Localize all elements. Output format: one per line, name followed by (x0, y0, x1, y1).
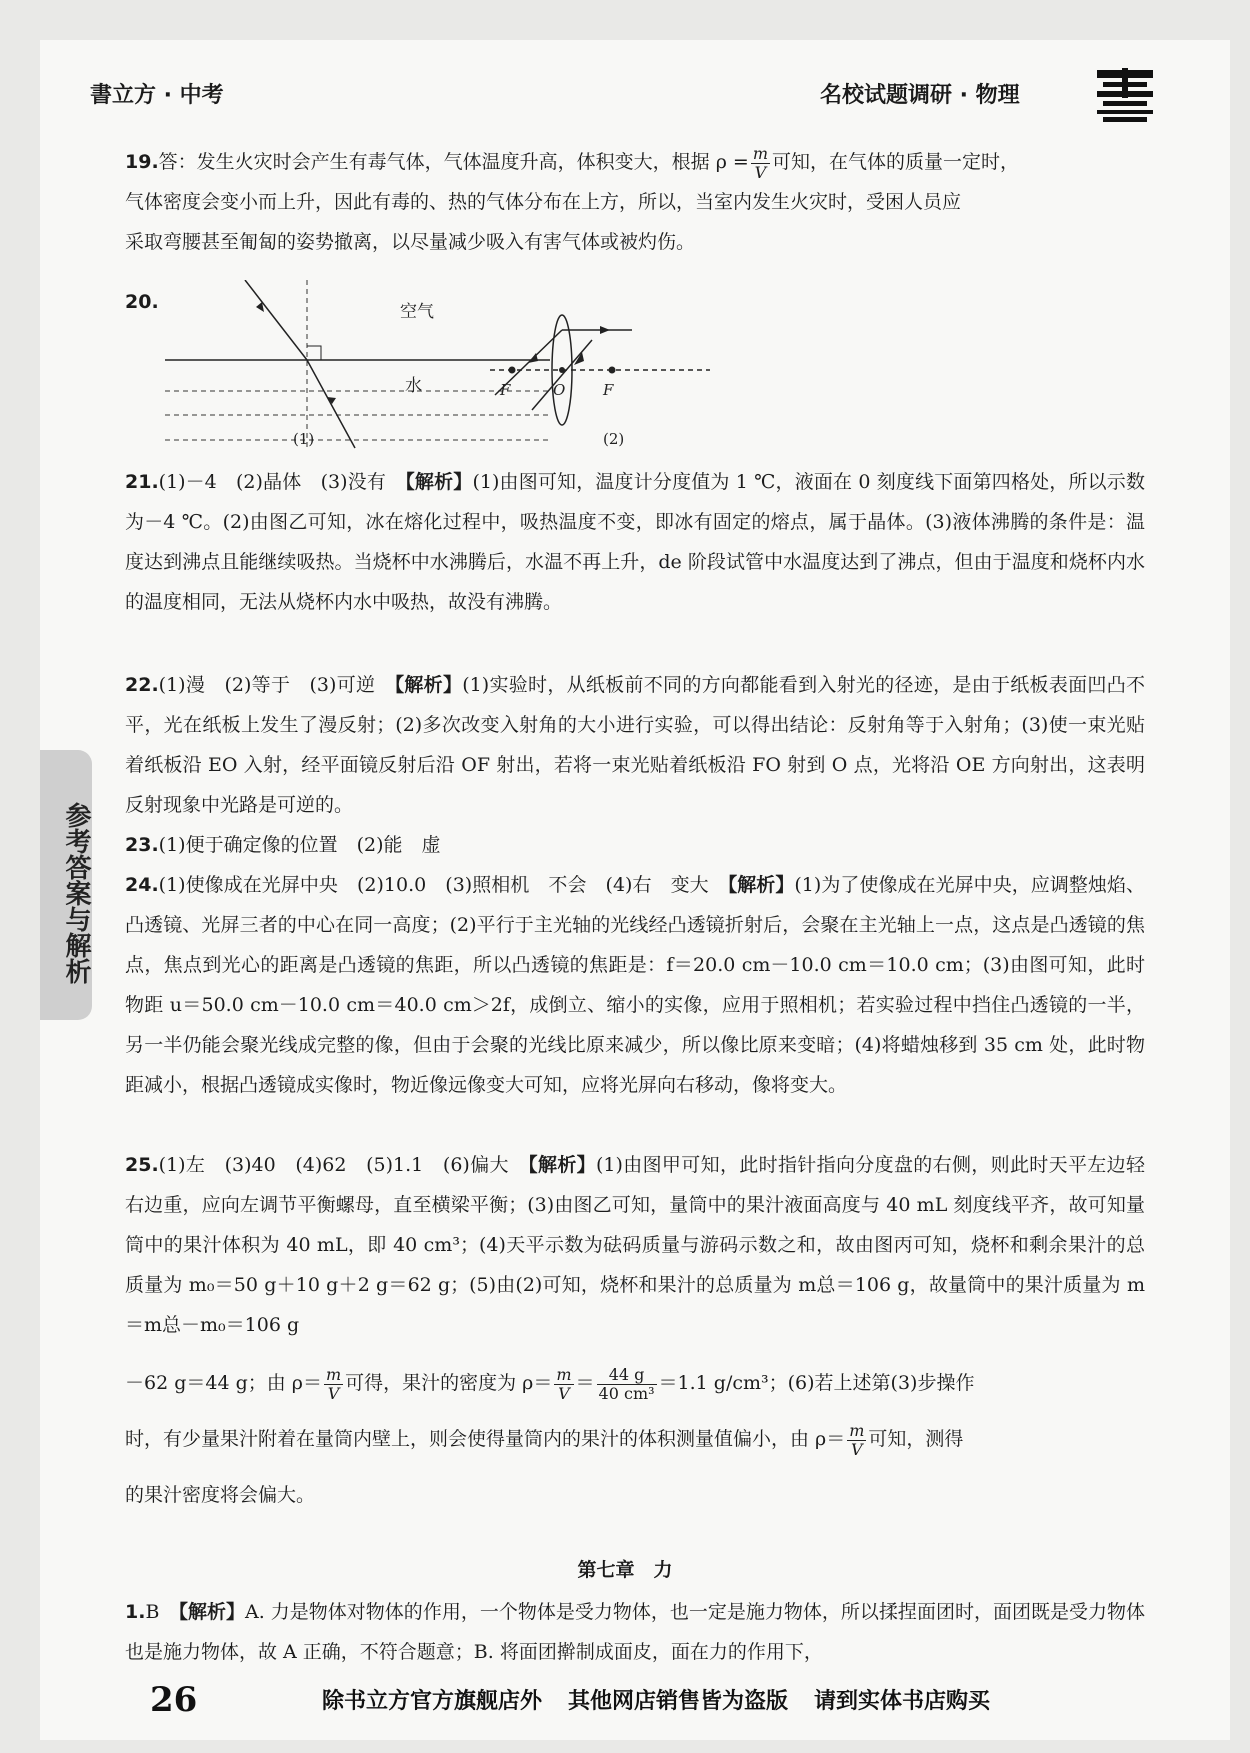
fraction-m-over-v: $\frac{m}{V}$ (752, 143, 769, 182)
footer-notice-2: 其他网店销售皆为盗版 (568, 1689, 789, 1714)
question-22 (125, 665, 1145, 825)
q22-analysis: (1)实验时，从纸板前不同的方向都能看到入射光的径迹，是由于纸板表面凹凸不平，光在纸板上发生了漫反射；(2)多次改变入射角的大小进行实验，可以得出结论：反射角等于入射角；(3)使一束光贴着纸板沿 EO 入射，经平面镜反射后沿 OF 射出，若将一束光贴着纸板沿 FO 射到 O 点，光将沿 OE 方向射出，这表明反射现象中光路是可逆的。 (125, 674, 1145, 816)
water-label: 水 (405, 376, 422, 396)
question-25 (125, 1145, 1145, 1345)
page-number: 26 (150, 1680, 198, 1720)
q25-line-b: 可得，果汁的密度为 ρ＝ (345, 1372, 553, 1394)
q25-line-d: 时，有少量果汁附着在量筒内壁上，则会使得量筒内的果汁的体积测量值偏小，由 ρ＝ (125, 1428, 846, 1450)
question-number: 24. (125, 874, 159, 896)
q19-line2: 气体密度会变小而上升，因此有毒的、热的气体分布在上方，所以，当室内发生火灾时，受困人员应 (125, 191, 962, 213)
analysis-label: 【解析】 (178, 1601, 245, 1623)
q25-continuation (125, 1355, 1145, 1523)
footer-notice (322, 1684, 1016, 1715)
question-19 (125, 142, 1145, 262)
fraction-m-over-v: $\frac{m}{V}$ (556, 1364, 572, 1403)
q25-line-e: 可知，测得 (868, 1428, 964, 1450)
q19-line1b: 可知，在气体的质量一定时， (772, 151, 1020, 173)
side-section-tab (40, 750, 92, 1020)
question-number: 20. (125, 291, 159, 313)
analysis-label: 【解析】 (528, 1154, 597, 1176)
c7q1-analysis: A. 力是物体对物体的作用，一个物体是受力物体，也一定是施力物体，所以揉捏面团时，面团既是受力物体也是施力物体，故 A 正确，不符合题意；B. 将面团擀制成面皮，面在力的作用下， (125, 1601, 1145, 1663)
q25-line-c: ＝1.1 g/cm³；(6)若上述第(3)步操作 (658, 1372, 975, 1394)
q24-answers: (1)使像成在光屏中央 (2)10.0 (3)照相机 不会 (4)右 变大 (158, 874, 728, 896)
question-number: 21. (125, 471, 159, 493)
focus-left-label: F (500, 381, 511, 399)
question-21 (125, 462, 1145, 622)
question-number: 25. (125, 1154, 159, 1176)
analysis-label: 【解析】 (727, 874, 795, 896)
air-label: 空气 (400, 302, 434, 322)
chapter-heading: 第七章 力 (577, 1559, 673, 1581)
q22-answers: (1)漫 (2)等于 (3)可逆 (158, 674, 395, 696)
q24-analysis: (1)为了使像成在光屏中央，应调整烛焰、凸透镜、光屏三者的中心在同一高度；(2)平行于主光轴的光线经凸透镜折射后，会聚在主光轴上一点，这点是凸透镜的焦点，焦点到光心的距离是凸透镜的焦距，所以凸透镜的焦距是：f＝20.0 cm－10.0 cm＝10.0 cm；(3)由图可知，此时物距 u＝50.0 cm－10.0 cm＝40.0 cm＞2f，成倒立、缩小的实像，应用于照相机；若实验过程中挡住凸透镜的一半，另一半仍能会聚光线成完整的像，但由于会聚的光线比原来减少，所以像比原来变暗；(4)将蜡烛移到 35 cm 处，此时物距减小，根据凸透镜成实像时，物近像远像变大可知，应将光屏向右移动，像将变大。 (125, 874, 1145, 1096)
c7q1-answers: B (145, 1601, 179, 1623)
q21-analysis: (1)由图可知，温度计分度值为 1 ℃，液面在 0 刻度线下面第四格处，所以示数为－4 ℃。(2)由图乙可知，冰在熔化过程中，吸热温度不变，即冰有固定的熔点，属于晶体。(3)液体沸腾的条件是：温度达到沸点且能继续吸热。当烧杯中水沸腾后，水温不再上升，de 阶段试管中水温度达到了沸点，但由于温度和烧杯内水的温度相同，无法从烧杯内水中吸热，故没有沸腾。 (125, 471, 1145, 613)
refraction-diagram (165, 280, 550, 450)
q25-line-a: －62 g＝44 g；由 ρ＝ (125, 1372, 322, 1394)
q25-analysis-part1: (1)由图甲可知，此时指针指向分度盘的右侧，则此时天平左边轻右边重，应向左调节平衡螺母，直至横梁平衡；(3)由图乙可知，量筒中的果汁液面高度与 40 mL 刻度线平齐，故可知量筒中的果汁体积为 40 mL，即 40 cm³；(4)天平示数为砝码质量与游码示数之和，故由图丙可知，烧杯和剩余果汁的总质量为 m₀＝50 g＋10 g＋2 g＝62 g；(5)由(2)可知，烧杯和果汁的总质量为 m总＝106 g，故量筒中的果汁质量为 m＝m总－m₀＝106 g (125, 1154, 1145, 1336)
question-number: 1. (125, 1601, 146, 1623)
footer-notice-3: 请到实体书店购买 (814, 1689, 991, 1714)
q19-line3: 采取弯腰甚至匍匐的姿势撤离，以尽量减少吸入有害气体或被灼伤。 (125, 231, 696, 253)
figure-1-caption: (1) (293, 430, 315, 448)
header-series-title: 書立方 · 中考 (90, 83, 224, 108)
fraction-m-over-v: $\frac{m}{V}$ (325, 1364, 342, 1403)
question-24 (125, 865, 1145, 1105)
fraction-m-over-v: $\frac{m}{V}$ (849, 1420, 865, 1459)
footer-notice-1: 除书立方官方旗舰店外 (322, 1689, 543, 1714)
q19-line1a: 答：发生火灾时会产生有毒气体，气体温度升高，体积变大，根据 ρ = (158, 151, 749, 173)
chapter7-question-1 (125, 1592, 1145, 1672)
question-number: 23. (125, 834, 159, 856)
optical-center-label: O (553, 381, 566, 399)
equals-sign: ＝ (575, 1372, 595, 1394)
book-logo-icon (1095, 68, 1155, 124)
focus-right-label: F (603, 381, 614, 399)
question-number: 22. (125, 674, 159, 696)
q25-line-f: 的果汁密度将会偏大。 (125, 1484, 316, 1506)
question-23 (125, 825, 1145, 865)
analysis-label: 【解析】 (405, 471, 473, 493)
figure-2-caption: (2) (603, 430, 625, 448)
lens-diagram (490, 315, 710, 425)
q25-answers: (1)左 (3)40 (4)62 (5)1.1 (6)偏大 (158, 1154, 529, 1176)
q21-answers: (1)－4 (2)晶体 (3)没有 (158, 471, 406, 493)
q23-answers: (1)便于确定像的位置 (2)能 虚 (158, 834, 441, 856)
question-number: 19. (125, 151, 159, 173)
fraction-mass-over-volume: $\frac{44 g}{\text{40 cm³}}$ (598, 1364, 655, 1403)
header-book-title: 名校试题调研 · 物理 (820, 83, 1020, 108)
analysis-label: 【解析】 (394, 674, 463, 696)
q20-optics-diagrams (150, 280, 710, 450)
side-tab-label: 参考答案与解析 (61, 802, 91, 984)
